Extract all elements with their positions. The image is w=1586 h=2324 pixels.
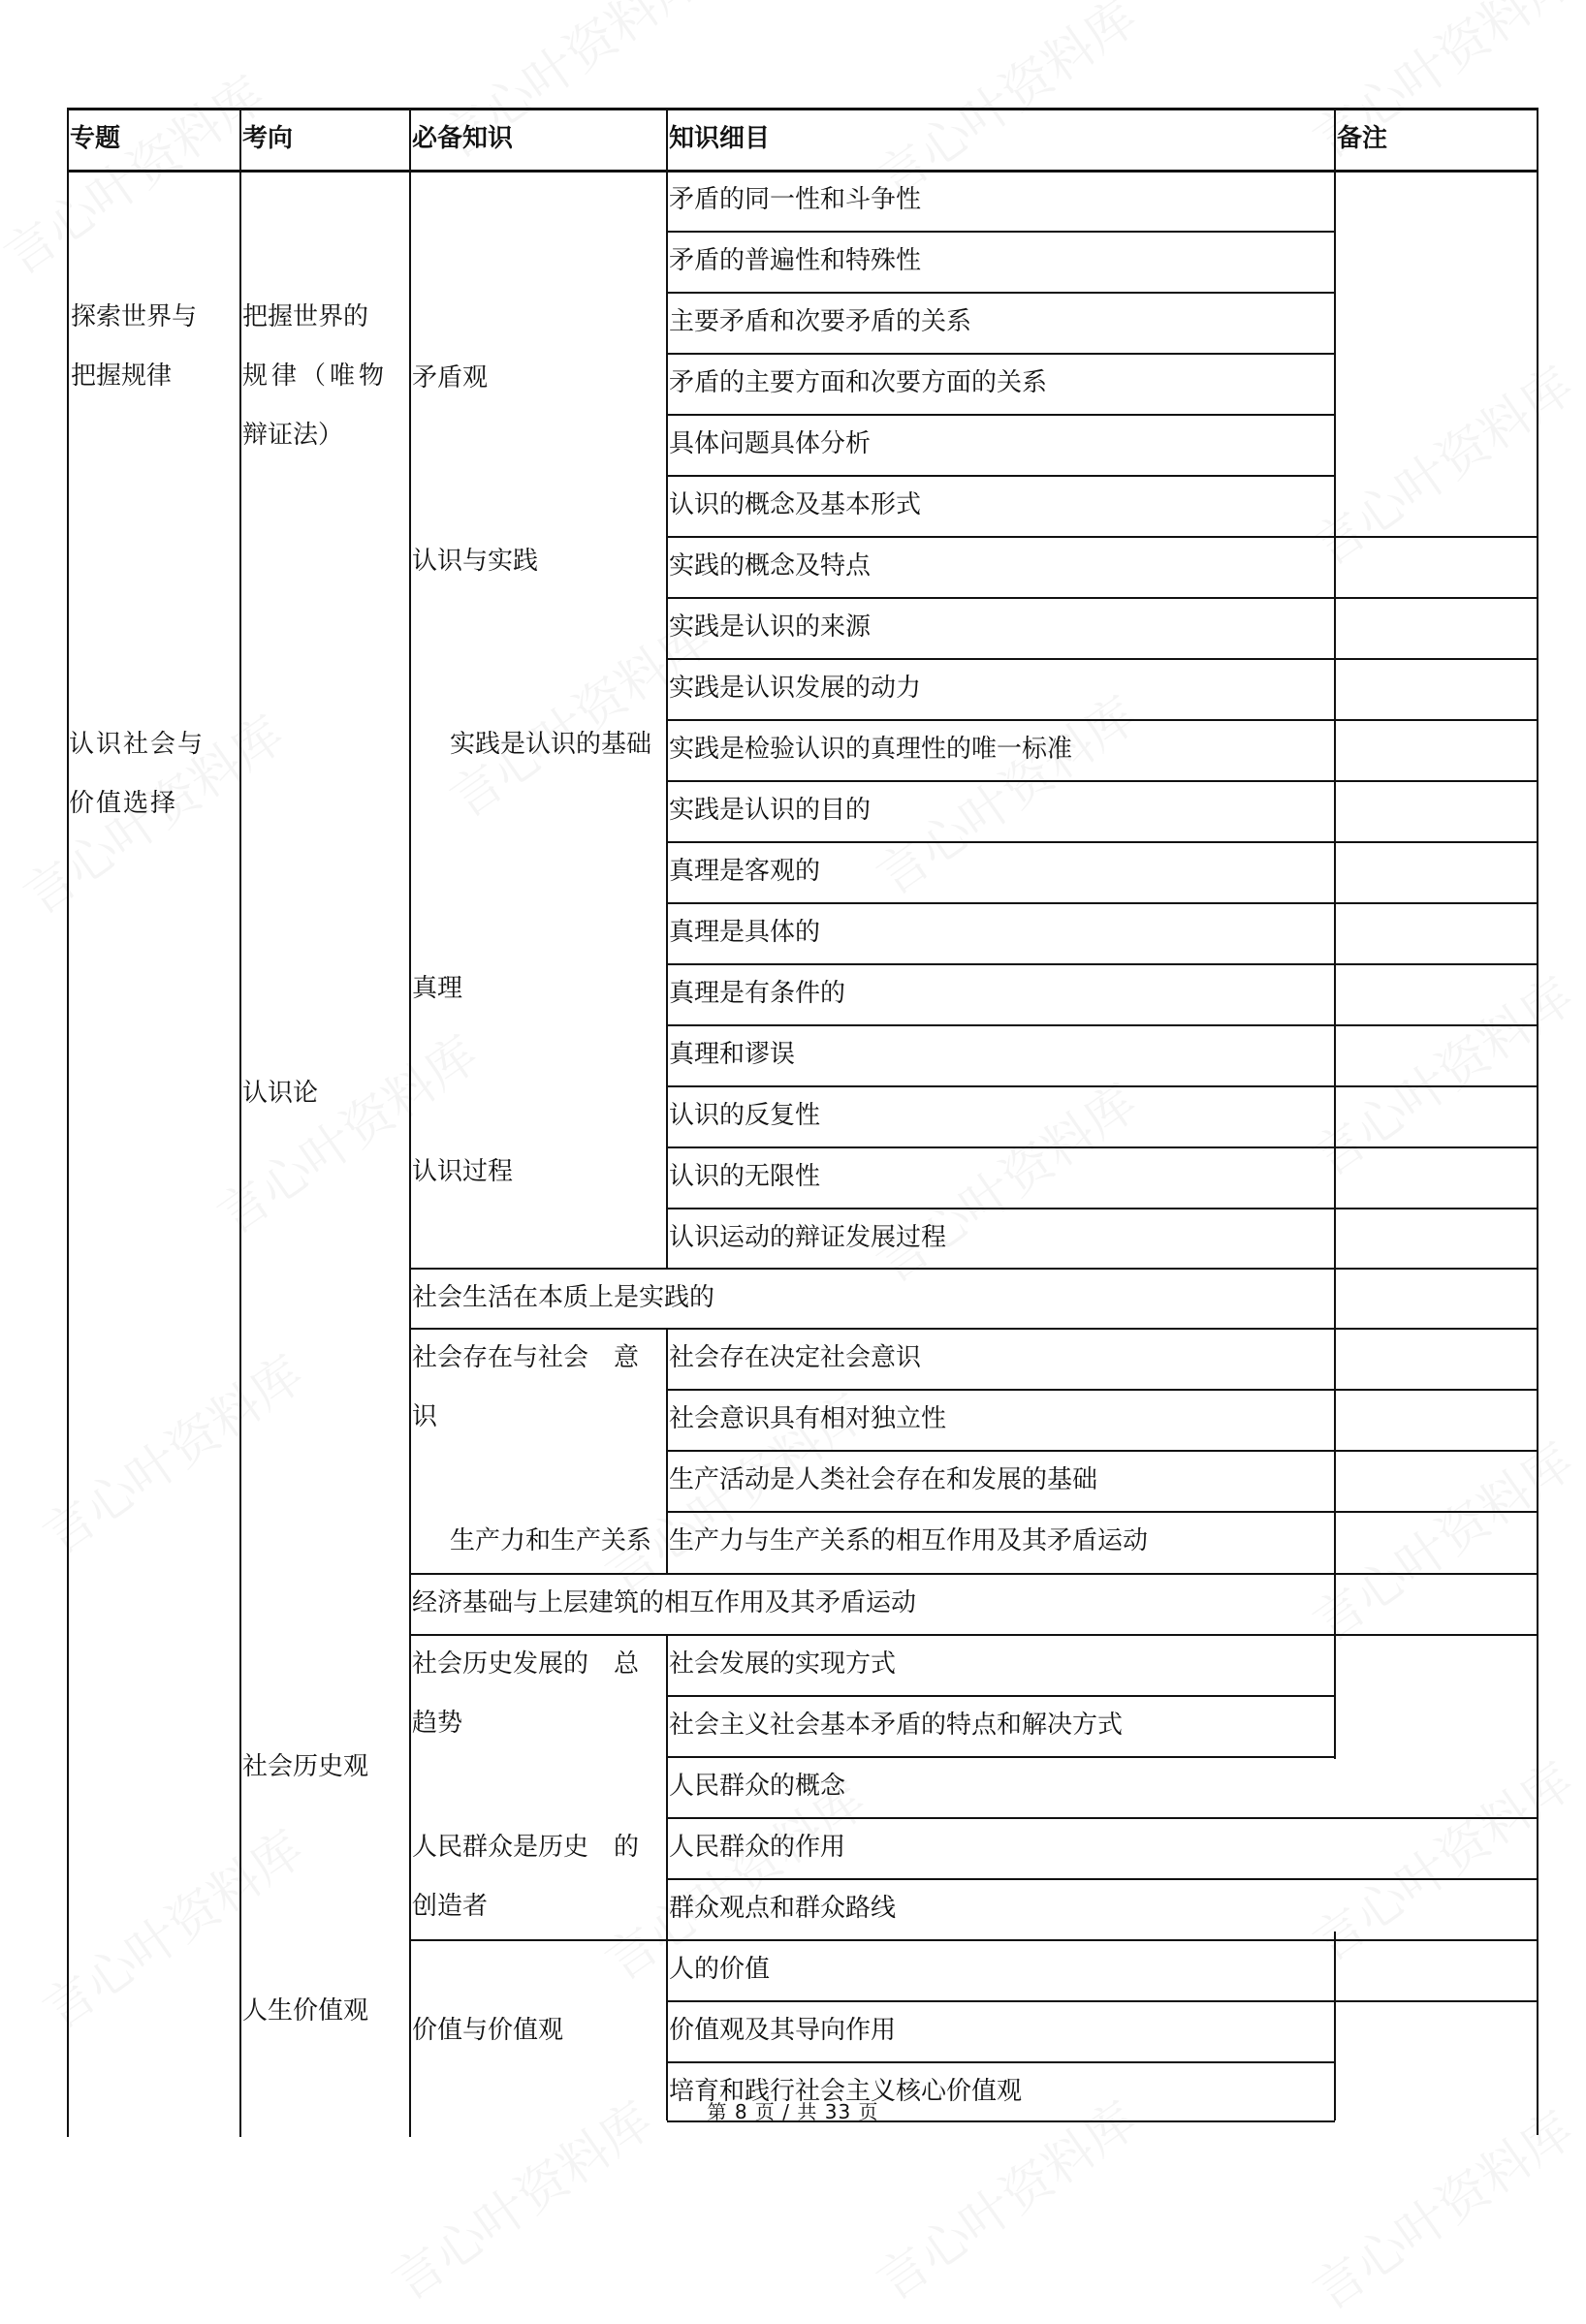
direction-cell: 认识论 xyxy=(242,1079,319,1108)
watermark xyxy=(860,1063,1150,1296)
detail-cell: 真理是有条件的 xyxy=(669,979,846,1008)
watermark xyxy=(860,0,1150,211)
detail-cell: 真理和谬误 xyxy=(669,1040,796,1069)
table-border xyxy=(667,2061,1335,2063)
knowledge-cell: 社会生活在本质上是实践的 xyxy=(412,1283,715,1312)
detail-cell: 实践是检验认识的真理性的唯一标准 xyxy=(669,735,1073,764)
topic-line: 探索世界与 xyxy=(71,302,198,331)
detail-cell: 实践的概念及特点 xyxy=(669,551,872,581)
detail-cell: 培育和践行社会主义核心价值观 xyxy=(669,2077,1023,2106)
table-border xyxy=(410,1328,1538,1330)
table-border xyxy=(1334,1931,1336,2120)
table-border xyxy=(666,108,668,1268)
knowledge-line: 社会存在与社会 意 xyxy=(412,1343,640,1372)
topic-cell xyxy=(71,302,197,391)
knowledge-cell xyxy=(412,1649,639,1738)
knowledge-cell xyxy=(412,1343,639,1431)
watermark xyxy=(1296,2090,1586,2323)
watermark xyxy=(1296,1422,1586,1654)
knowledge-cell: 实践是认识的基础 xyxy=(450,730,652,759)
table-border xyxy=(667,231,1335,233)
table-border xyxy=(410,1573,1538,1575)
topic-line: 价值选择 xyxy=(69,789,178,818)
table-border xyxy=(667,1024,1538,1026)
table-border xyxy=(68,108,1538,110)
table-border xyxy=(1537,108,1538,2135)
table-border xyxy=(239,108,241,2137)
detail-cell: 矛盾的主要方面和次要方面的关系 xyxy=(669,368,1048,397)
knowledge-line: 社会历史发展的 总 xyxy=(412,1649,640,1679)
table-border xyxy=(667,475,1335,477)
table-border xyxy=(667,658,1538,660)
knowledge-line: 人民群众是历史 的 xyxy=(412,1833,640,1862)
knowledge-cell xyxy=(412,1833,639,1921)
table-border xyxy=(667,536,1538,538)
table-border xyxy=(410,1939,1538,1941)
direction-line: 规律（唯物 xyxy=(242,361,389,391)
detail-cell: 真理是客观的 xyxy=(669,857,821,886)
table-border xyxy=(667,414,1335,416)
table-border xyxy=(667,1208,1538,1209)
detail-cell: 群众观点和群众路线 xyxy=(669,1894,897,1923)
detail-cell: 人民群众的概念 xyxy=(669,1772,846,1801)
knowledge-cell: 认识与实践 xyxy=(412,547,539,576)
detail-cell: 真理是具体的 xyxy=(669,918,821,947)
detail-cell: 人的价值 xyxy=(669,1955,771,1984)
knowledge-cell: 生产力和生产关系 xyxy=(450,1526,652,1555)
header-remarks: 备注 xyxy=(1337,124,1388,153)
direction-cell xyxy=(242,302,388,450)
page-number: 第 8 页 / 共 33 页 xyxy=(707,2100,879,2123)
table-border xyxy=(410,1268,1538,1270)
detail-cell: 生产力与生产关系的相互作用及其矛盾运动 xyxy=(669,1526,1149,1555)
knowledge-line: 识 xyxy=(412,1402,438,1431)
table-border xyxy=(409,108,411,2137)
header-knowledge-detail: 知识细目 xyxy=(669,124,771,153)
detail-cell: 社会主义社会基本矛盾的特点和解决方式 xyxy=(669,1711,1124,1740)
table-border xyxy=(667,1450,1538,1452)
knowledge-cell: 经济基础与上层建筑的相互作用及其矛盾运动 xyxy=(412,1588,917,1617)
detail-cell: 社会意识具有相对独立性 xyxy=(669,1404,947,1433)
table-border xyxy=(667,1878,1538,1880)
detail-cell: 认识运动的辩证发展过程 xyxy=(669,1223,947,1252)
watermark xyxy=(1296,346,1586,579)
table-border xyxy=(68,170,1538,173)
knowledge-cell: 真理 xyxy=(412,974,463,1003)
watermark xyxy=(201,1015,491,1247)
detail-cell: 社会存在决定社会意识 xyxy=(669,1343,922,1372)
header-required-knowledge: 必备知识 xyxy=(412,124,514,153)
table-border xyxy=(667,1146,1538,1148)
detail-cell: 价值观及其导向作用 xyxy=(669,2016,897,2045)
direction-line: 辩证法） xyxy=(242,421,344,450)
table-border xyxy=(667,353,1335,355)
detail-cell: 矛盾的同一性和斗争性 xyxy=(669,185,922,214)
direction-line: 把握世界的 xyxy=(242,302,369,331)
table-border xyxy=(667,902,1538,904)
knowledge-line: 趋势 xyxy=(412,1709,463,1738)
direction-cell: 社会历史观 xyxy=(242,1752,369,1781)
detail-cell: 认识的概念及基本形式 xyxy=(669,490,922,519)
watermark xyxy=(26,1335,316,1567)
knowledge-cell: 矛盾观 xyxy=(412,363,489,393)
table-border xyxy=(667,1817,1538,1819)
watermark xyxy=(1296,957,1586,1189)
topic-line: 认识社会与 xyxy=(69,730,206,759)
detail-cell: 社会发展的实现方式 xyxy=(669,1649,897,1679)
header-topic: 专题 xyxy=(70,124,121,153)
header-direction: 考向 xyxy=(242,124,294,153)
table-border xyxy=(667,719,1538,721)
knowledge-line: 创造者 xyxy=(412,1892,489,1921)
detail-cell: 矛盾的普遍性和特殊性 xyxy=(669,246,922,275)
table-border xyxy=(667,1695,1335,1697)
detail-cell: 人民群众的作用 xyxy=(669,1833,846,1862)
detail-cell: 认识的反复性 xyxy=(669,1101,821,1130)
table-border xyxy=(667,292,1335,294)
table-border xyxy=(667,780,1538,782)
detail-cell: 实践是认识的目的 xyxy=(669,796,872,825)
table-border xyxy=(667,1389,1538,1391)
detail-cell: 主要矛盾和次要矛盾的关系 xyxy=(669,307,972,336)
detail-cell: 实践是认识发展的动力 xyxy=(669,674,922,703)
table-border xyxy=(410,1634,1538,1636)
topic-cell xyxy=(69,730,205,818)
table-border xyxy=(67,108,69,2137)
knowledge-cell: 价值与价值观 xyxy=(412,2016,564,2045)
table-border xyxy=(667,1511,1538,1513)
table-border xyxy=(667,597,1538,599)
detail-cell: 具体问题具体分析 xyxy=(669,429,872,458)
detail-cell: 认识的无限性 xyxy=(669,1162,821,1191)
detail-cell: 生产活动是人类社会存在和发展的基础 xyxy=(669,1465,1098,1494)
table-border xyxy=(667,2000,1538,2002)
table-border xyxy=(667,1085,1538,1087)
direction-cell: 人生价值观 xyxy=(242,1996,369,2026)
table-border xyxy=(667,963,1538,965)
watermark xyxy=(860,675,1150,908)
detail-cell: 实践是认识的来源 xyxy=(669,612,872,642)
table-border xyxy=(667,841,1538,843)
table-border xyxy=(666,1634,668,2120)
table-border xyxy=(667,1756,1335,1758)
topic-line: 把握规律 xyxy=(71,361,173,391)
knowledge-cell: 认识过程 xyxy=(412,1157,514,1186)
